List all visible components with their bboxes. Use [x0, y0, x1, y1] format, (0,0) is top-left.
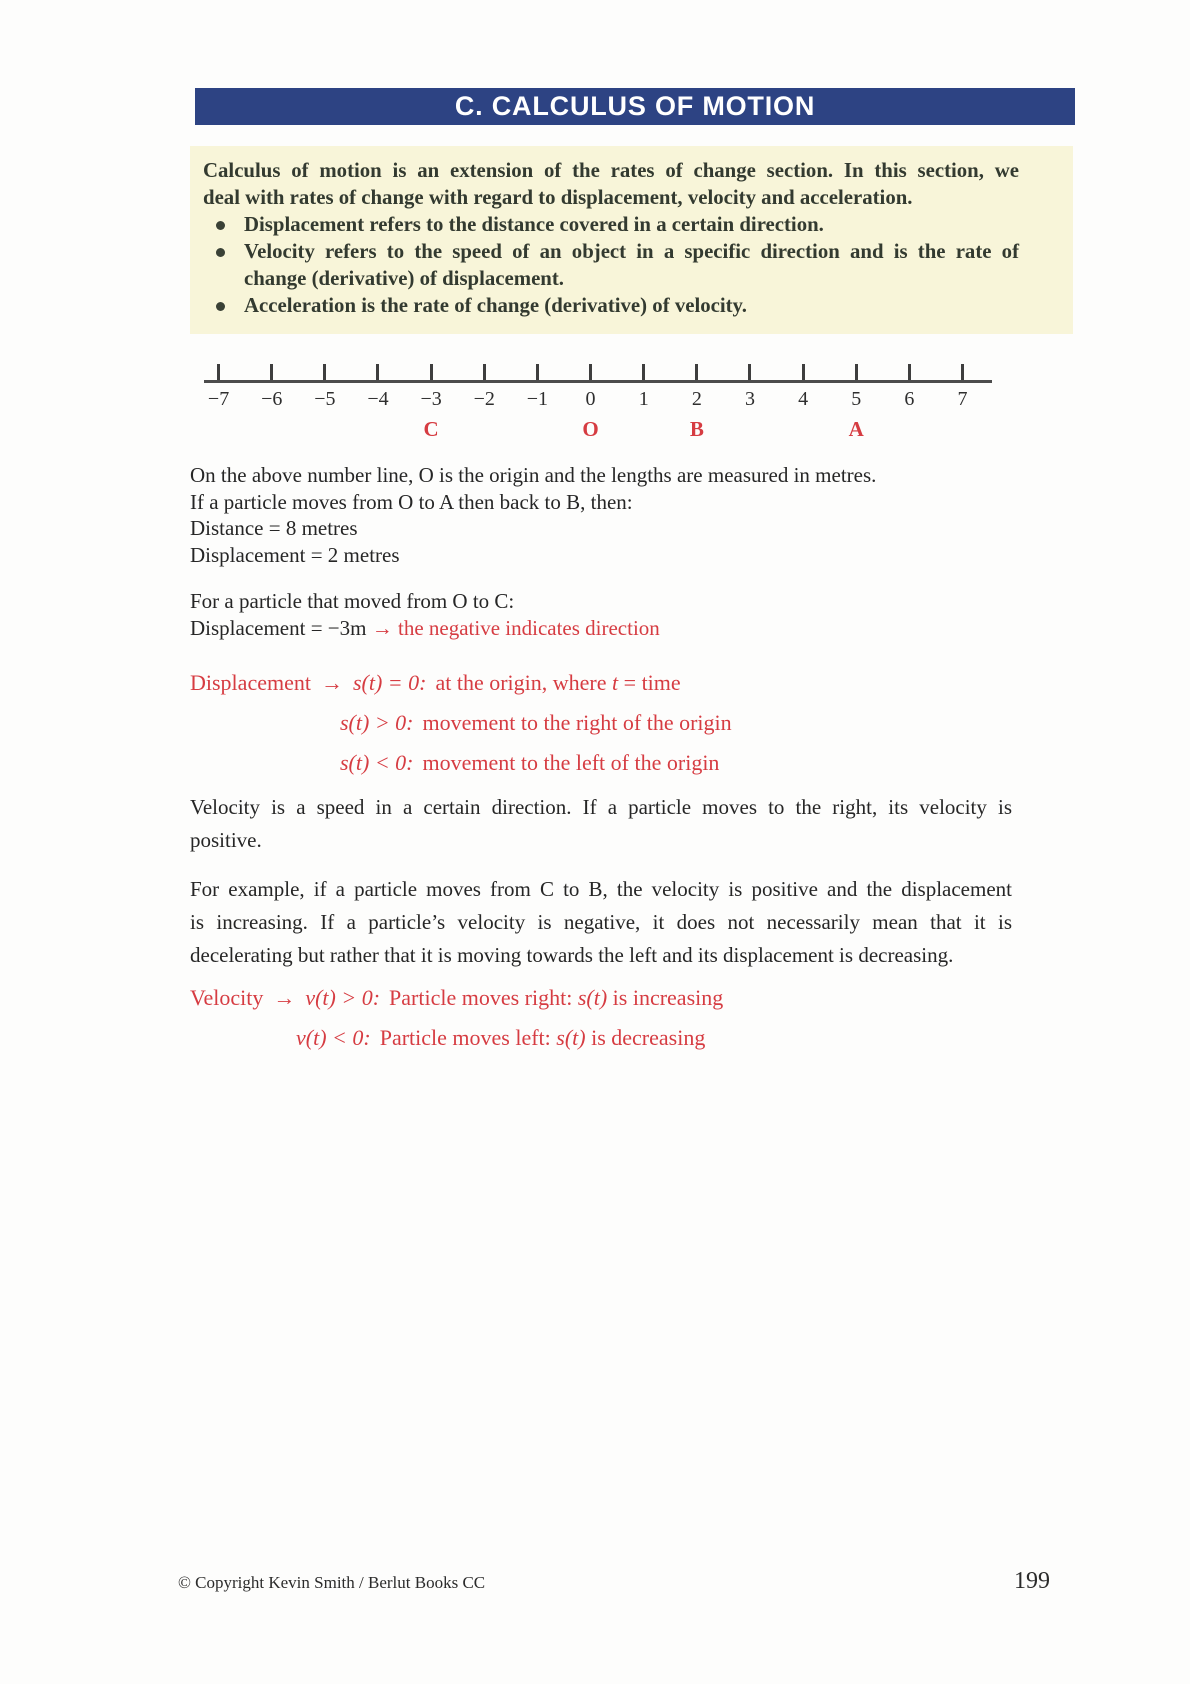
- tick-mark: [376, 364, 379, 380]
- tick-mark: [430, 364, 433, 380]
- paragraph-line: For example, if a particle moves from C to B, the velocity is positive and the displacement: [190, 877, 1012, 901]
- tick-mark: [961, 364, 964, 380]
- oab-line-2: If a particle moves from O to A then back to B, then:: [190, 489, 633, 514]
- number-line-tick: [458, 364, 511, 411]
- tick-label: −1: [526, 388, 549, 410]
- number-line-tick: [670, 364, 723, 411]
- number-line-tick: [298, 364, 351, 411]
- point-label-B: B: [689, 417, 704, 441]
- velocity-rules: [190, 984, 1090, 1051]
- rule-line: [190, 984, 1090, 1011]
- tick-label: −2: [473, 388, 495, 410]
- tick-mark: [642, 364, 645, 380]
- rule-desc: Particle moves left:: [379, 1025, 557, 1050]
- bullet-line: Velocity refers to the speed of an object in a specific direction and is the rate of: [244, 240, 1019, 263]
- rule-desc: at the origin, where: [435, 670, 613, 695]
- tick-label: −7: [207, 388, 230, 410]
- tick-label: −3: [420, 388, 442, 410]
- bullet-icon: [216, 248, 225, 257]
- rule-math: s(t) < 0:: [340, 750, 414, 775]
- number-line-tick: [883, 364, 936, 411]
- number-line-tick: [405, 364, 458, 411]
- tick-mark: [589, 364, 592, 380]
- tick-mark: [483, 364, 486, 380]
- number-line-tick: [564, 364, 617, 411]
- paragraph-line: decelerating but rather that it is moving towards the left and its displacement is decreasing.: [190, 943, 954, 967]
- paragraph-line: positive.: [190, 828, 262, 852]
- bullet-text: Acceleration is the rate of change (derivative) of velocity.: [244, 294, 748, 317]
- rule-desc: Particle moves right:: [389, 985, 578, 1010]
- bullet-item-displacement: [203, 211, 1019, 238]
- tick-mark: [748, 364, 751, 380]
- number-line-tick: [617, 364, 670, 411]
- point-label-C: C: [423, 417, 439, 441]
- number-line-tick: [830, 364, 883, 411]
- tick-label: −4: [367, 388, 389, 410]
- rule-line: [190, 669, 1090, 696]
- tick-label: −6: [261, 388, 283, 410]
- oab-example: [190, 462, 1012, 568]
- section-title: C. CALCULUS OF MOTION: [454, 91, 816, 121]
- oc-result: Displacement = −3m: [190, 615, 372, 640]
- copyright-notice: © Copyright Kevin Smith / Berlut Books CC: [178, 1573, 486, 1592]
- bullet-icon: [216, 221, 225, 230]
- tick-label: 4: [798, 388, 809, 410]
- paragraph-line: is increasing. If a particle’s velocity is negative, it does not necessarily mean that it is: [190, 910, 1012, 934]
- tick-label: 7: [957, 388, 968, 410]
- section-header-banner: [195, 88, 1075, 125]
- rule-math-inline: s(t): [577, 985, 608, 1010]
- tick-mark: [695, 364, 698, 380]
- rule-desc: movement to the left of the origin: [422, 750, 720, 775]
- tick-mark: [536, 364, 539, 380]
- tick-mark: [270, 364, 273, 380]
- number-line-tick: [245, 364, 298, 411]
- rule-math-inline: s(t): [556, 1025, 586, 1050]
- rule-math: s(t) = 0:: [352, 670, 427, 695]
- tick-label: 3: [744, 388, 755, 410]
- tick-label: 0: [585, 388, 596, 410]
- page-footer: [178, 1568, 1050, 1595]
- rule-math: v(t) < 0:: [296, 1025, 371, 1050]
- number-line-tick: [511, 364, 564, 411]
- bullet-text: Displacement refers to the distance covered in a certain direction.: [244, 213, 824, 236]
- number-line-points-row: [192, 417, 989, 442]
- tick-mark: [323, 364, 326, 380]
- rule-desc: is increasing: [607, 985, 724, 1010]
- oc-result-line: [190, 615, 1012, 642]
- page-number: 199: [1014, 1568, 1050, 1594]
- rule-desc: = time: [618, 670, 681, 695]
- intro-paragraph: [203, 157, 1019, 211]
- rule-label: Displacement: [190, 670, 311, 695]
- rule-math: s(t) > 0:: [340, 710, 414, 735]
- tick-label: 2: [691, 388, 702, 410]
- oc-intro: For a particle that moved from O to C:: [190, 589, 515, 613]
- number-line-tick: [777, 364, 830, 411]
- rule-math-inline: t: [612, 670, 619, 695]
- tick-label: 5: [851, 388, 862, 410]
- intro-line: deal with rates of change with regard to displacement, velocity and acceleration.: [203, 186, 913, 209]
- tick-mark: [217, 364, 220, 380]
- rule-desc: is decreasing: [585, 1025, 706, 1050]
- oc-example: [190, 588, 1012, 641]
- number-line-tick: [723, 364, 776, 411]
- tick-label: −5: [314, 388, 336, 410]
- tick-mark: [908, 364, 911, 380]
- tick-label: 1: [638, 388, 649, 410]
- bullet-text: [244, 238, 1019, 292]
- rule-math: v(t) > 0:: [305, 985, 381, 1010]
- bullet-item-acceleration: [203, 292, 1019, 319]
- rule-line: [190, 749, 1090, 776]
- tick-mark: [802, 364, 805, 380]
- displacement-rules: [190, 669, 1090, 776]
- rule-desc: movement to the right of the origin: [422, 710, 732, 735]
- rule-line: [190, 709, 1090, 736]
- arrow-icon: →: [273, 985, 296, 1010]
- velocity-paragraph: [190, 791, 1012, 857]
- number-line-tick: [351, 364, 404, 411]
- point-label-A: A: [848, 417, 864, 441]
- bullet-icon: [216, 302, 225, 311]
- number-line-ticks-row: [192, 364, 989, 411]
- paragraph-line: Velocity is a speed in a certain direction. If a particle moves to the right, its velocity is: [190, 795, 1012, 819]
- tick-label: 6: [904, 388, 915, 410]
- number-line: [190, 359, 1012, 454]
- rule-line: [190, 1024, 1090, 1051]
- intro-bullet-list: [203, 211, 1019, 319]
- oc-note: → the negative indicates direction: [371, 615, 660, 640]
- tick-mark: [855, 364, 858, 380]
- rule-label: Velocity: [190, 985, 264, 1010]
- oab-line-1: On the above number line, O is the origin and the lengths are measured in metres.: [190, 463, 877, 487]
- intro-box: [190, 146, 1073, 334]
- number-line-tick: [192, 364, 245, 411]
- oab-distance: Distance = 8 metres: [190, 516, 358, 540]
- intro-line: Calculus of motion is an extension of the rates of change section. In this section, we: [203, 159, 1019, 182]
- number-line-tick: [936, 364, 989, 411]
- example-paragraph: [190, 873, 1012, 972]
- point-label-O: O: [582, 417, 599, 441]
- bullet-item-velocity: [203, 238, 1019, 292]
- oab-displacement: Displacement = 2 metres: [190, 542, 400, 567]
- bullet-line: change (derivative) of displacement.: [244, 267, 564, 290]
- arrow-icon: →: [320, 670, 343, 695]
